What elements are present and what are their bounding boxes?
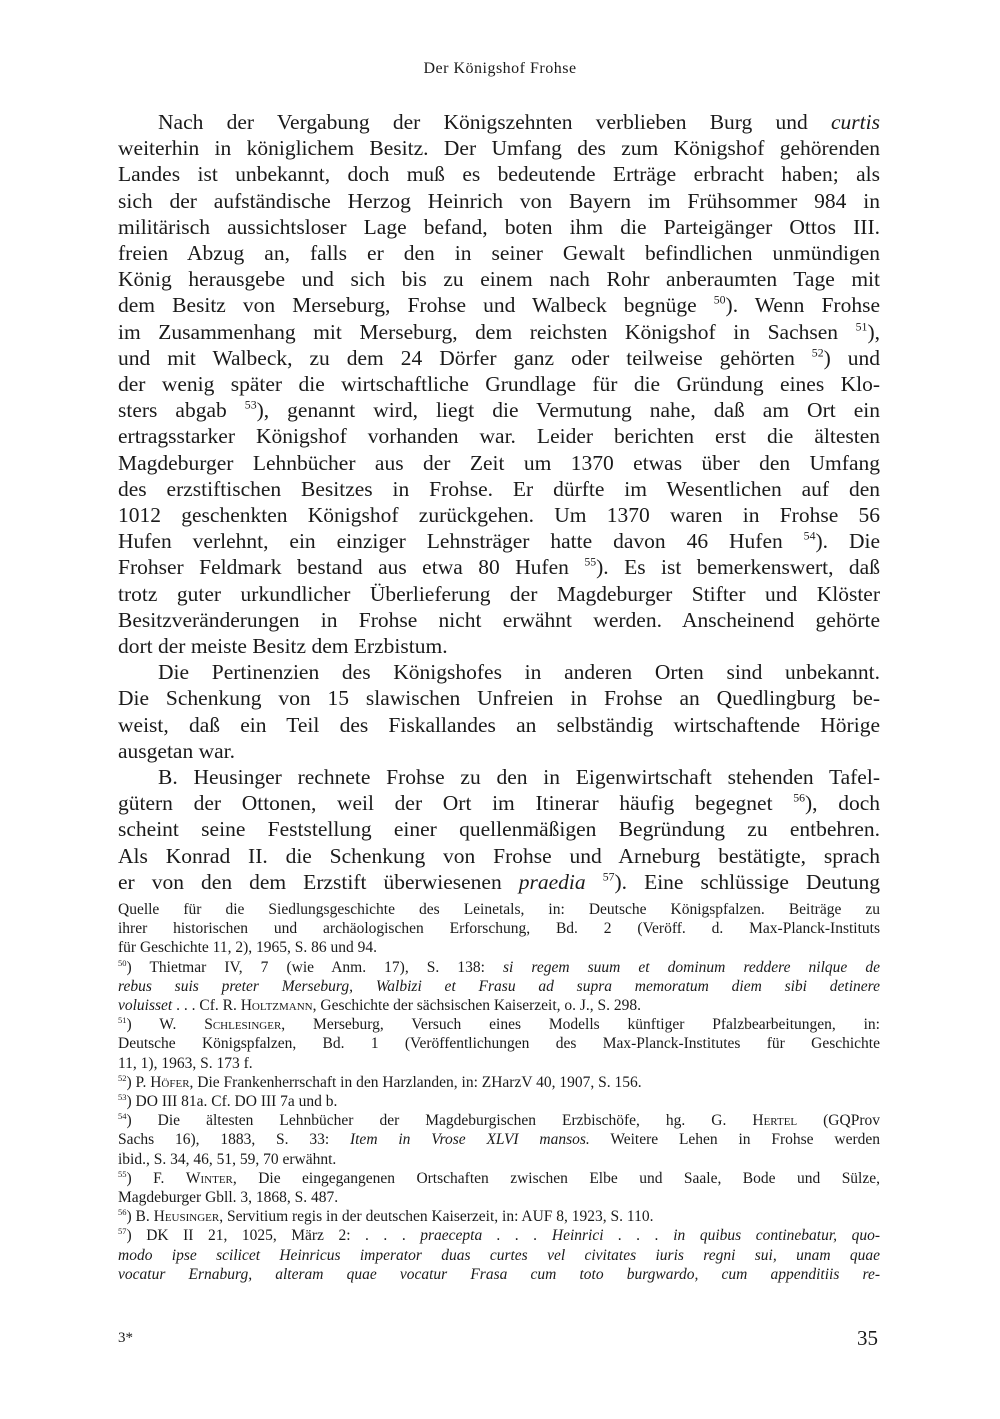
running-head: Der Königshof Frohse bbox=[423, 60, 577, 77]
footnote-ref: 56 bbox=[793, 791, 806, 806]
footnote-line: Deutsche Königspfalzen, Bd. 1 (Veröffentlichungen des Max-Planck-Institutes für Geschichte bbox=[118, 1035, 880, 1053]
footnote-line: Magdeburger Gbll. 3, 1868, S. 487. bbox=[118, 1189, 339, 1207]
body-line: sters abgab $^{53}$), genannt wird, liegt die Vermutung nahe, daß am Ort ein bbox=[118, 397, 880, 423]
footnote-line: $^{57}$) DK II 21, 1025, März 2: . . . praecepta . . . Heinrici . . . in quibus continebatur, quo- bbox=[118, 1226, 880, 1245]
body-line: Hufen verlehnt, ein einziger Lehnsträger hatte davon 46 Hufen $^{54}$). Die bbox=[118, 528, 880, 554]
footnote-line: für Geschichte 11, 2), 1965, S. 86 und 94. bbox=[118, 939, 378, 957]
body-line: dort der meiste Besitz dem Erzbistum. bbox=[118, 634, 448, 659]
footnote-line: rebus suis preter Merseburg, Walbizi et Frasu ad supra memoratum diem sibi detinere bbox=[118, 977, 880, 995]
footnote-line: $^{54}$) Die ältesten Lehnbücher der Magdeburgischen Erzbischöfe, hg. G. Hertel (GQProv bbox=[118, 1111, 880, 1130]
footnote-ref: 51 bbox=[855, 319, 868, 334]
footnote-line: $^{53}$) DO III 81a. Cf. DO III 7a und b. bbox=[118, 1092, 338, 1111]
footnote-line: modo ipse scilicet Heinricus imperator duas curtes vel civitates iuris regni sui, unam quae bbox=[118, 1246, 880, 1264]
body-line: militärisch aussichtsloser Lage befand, boten ihm die Parteigänger Ottos III. bbox=[118, 214, 880, 239]
footnote-line: $^{56}$) B. Heusinger, Servitium regis in der deutschen Kaiserzeit, in: AUF 8, 1923, S. 110. bbox=[118, 1207, 654, 1226]
body-line: Landes ist unbekannt, doch muß es bedeutende Erträge erbracht haben; als bbox=[118, 162, 880, 187]
body-line: dem Besitz von Merseburg, Frohse und Walbeck begnüge $^{50}$). Wenn Frohse bbox=[118, 293, 880, 318]
body-line: Die Pertinenzien des Königshofes in anderen Orten sind unbekannt. bbox=[158, 660, 880, 685]
body-line: und mit Walbeck, zu dem 24 Dörfer ganz oder teilweise gehörten $^{52}$) und bbox=[118, 345, 880, 370]
body-line: Die Schenkung von 15 slawischen Unfreien in Frohse an Quedlingburg be- bbox=[118, 686, 880, 711]
body-line: trotz guter urkundlicher Überlieferung der Magdeburger Stifter und Klöster bbox=[118, 581, 880, 606]
footnote-line: voluisset . . . Cf. R. Holtzmann, Geschichte der sächsischen Kaiserzeit, o. J., S. 298. bbox=[118, 997, 642, 1015]
footnote-line: 11, 1), 1963, S. 173 f. bbox=[118, 1054, 253, 1072]
page-number: 35 bbox=[857, 1326, 878, 1350]
body-line: Als Konrad II. die Schenkung von Frohse und Arneburg bestätigte, sprach bbox=[118, 843, 880, 868]
body-line: des erzstiftischen Besitzes in Frohse. Er dürfte im Wesentlichen auf den bbox=[118, 476, 880, 501]
body-line: scheint seine Feststellung einer quellenmäßigen Begründung zu entbehren. bbox=[118, 817, 880, 842]
footnote-line: $^{50}$) Thietmar IV, 7 (wie Anm. 17), S. 138: si regem suum et dominum reddere nilque de bbox=[118, 957, 881, 976]
body-line: im Zusammenhang mit Merseburg, dem reichsten Königshof in Sachsen $^{51}$), bbox=[118, 319, 880, 344]
footnote-line: ihrer historischen und archäologischen Erforschung, Bd. 2 (Veröff. d. Max-Planck-Instituts bbox=[118, 920, 880, 938]
footnote-ref: 50 bbox=[713, 293, 726, 308]
footnote-line: Sachs 16), 1883, S. 33: Item in Vrose XLVI mansos. Weitere Lehen in Frohse werden bbox=[118, 1131, 880, 1149]
body-line: Magdeburger Lehnbücher aus der Zeit um 1370 etwas über den Umfang bbox=[118, 450, 880, 475]
body-line: gütern der Ottonen, weil der Ort im Itinerar häufig begegnet $^{56}$), doch bbox=[118, 791, 880, 816]
body-line: freien Abzug an, falls er den in seiner Gewalt befindlichen unmündigen bbox=[118, 241, 880, 266]
body-line: 1012 geschenkten Königshof zurückgehen. Um 1370 waren in Frohse 56 bbox=[118, 503, 880, 528]
footnote-line: $^{51}$) W. Schlesinger, Merseburg, Versuch eines Modells künftiger Pfalzbearbeitungen, in: bbox=[118, 1015, 880, 1034]
footnotes bbox=[118, 900, 880, 1284]
body-line: B. Heusinger rechnete Frohse zu den in Eigenwirtschaft stehenden Tafel- bbox=[158, 765, 880, 790]
body-text bbox=[118, 109, 880, 895]
footnote-line: $^{52}$) P. Höfer, Die Frankenherrschaft in den Harzlanden, in: ZHarzV 40, 1907, S. 156. bbox=[118, 1072, 642, 1091]
body-line: Frohser Feldmark bestand aus etwa 80 Hufen $^{55}$). Es ist bemerkenswert, daß bbox=[118, 555, 880, 580]
body-line: ertragsstarker Königshof vorhanden war. Leider berichten erst die ältesten bbox=[118, 424, 880, 449]
footnote-line: ibid., S. 34, 46, 51, 59, 70 erwähnt. bbox=[118, 1150, 337, 1168]
body-line: er von den dem Erzstift überwiesenen praedia $^{57}$). Eine schlüssige Deutung bbox=[118, 869, 880, 894]
footnote-line: $^{55}$) F. Winter, Die eingegangenen Ortschaften zwischen Elbe und Saale, Bode und Sülze, bbox=[118, 1168, 880, 1187]
footnote-ref: 52 bbox=[811, 345, 824, 360]
footnote-ref: 54 bbox=[803, 528, 816, 543]
footnote-line: vocatur Ernaburg, alteram quae vocatur Frasa cum toto burgwardo, cum appenditiis re- bbox=[118, 1265, 880, 1283]
body-line: der wenig später die wirtschaftliche Grundlage für die Gründung eines Klo- bbox=[118, 372, 880, 397]
body-line: sich der aufständische Herzog Heinrich von Bayern im Frühsommer 984 in bbox=[118, 188, 880, 213]
body-line: weiterhin in königlichem Besitz. Der Umfang des zum Königshof gehörenden bbox=[118, 136, 880, 161]
body-line: ausgetan war. bbox=[118, 738, 236, 763]
footnote-line: Quelle für die Siedlungsgeschichte des Leinetals, in: Deutsche Königspfalzen. Beiträge zu bbox=[118, 901, 880, 918]
body-line: Besitzveränderungen in Frohse nicht erwähnt werden. Anscheinend gehörte bbox=[118, 607, 880, 632]
footnote-ref: 57 bbox=[602, 869, 615, 884]
signature-mark: 3* bbox=[118, 1330, 133, 1346]
footnote-ref: 53 bbox=[244, 397, 257, 412]
body-line: König herausgebe und sich bis zu einem nach Rohr anberaumten Tage mit bbox=[118, 267, 880, 292]
body-line: Nach der Vergabung der Königszehnten verblieben Burg und curtis bbox=[158, 110, 880, 134]
body-line: weist, daß ein Teil des Fiskallandes an selbständig wirtschaftende Hörige bbox=[118, 712, 880, 737]
footnote-ref: 55 bbox=[584, 555, 597, 570]
